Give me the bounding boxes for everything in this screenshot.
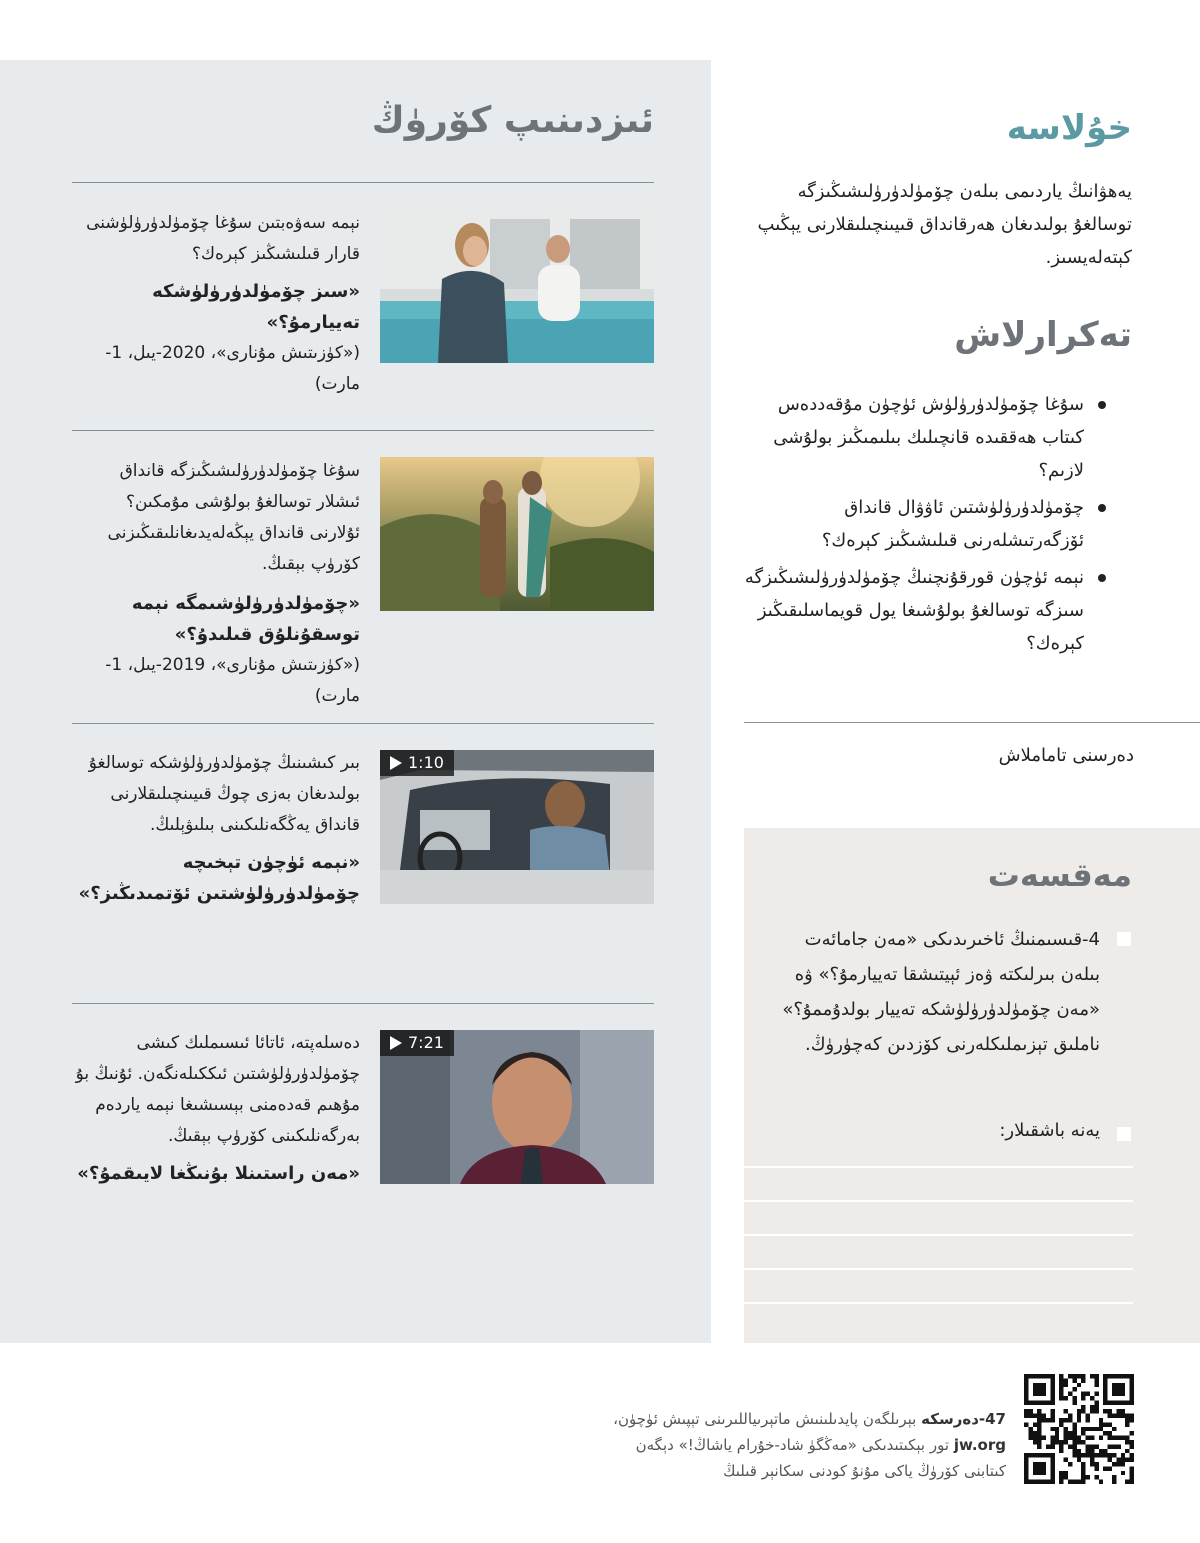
explore-item-4-link[interactable]: «مەن راستىنلا بۇنىڭغا لايىقمۇ؟» [77,1163,360,1184]
explore-item-2-source: («كۈزىتىش مۇنارى»، 2019-يىل، 1-مارت) [105,655,360,706]
explore-item-1-intro: نېمە سەۋەبتىن سۇغا چۆمۈلدۈرۈلۈشنى قارار قىلىشىڭىز كېرەك؟ [86,213,360,264]
bullet-icon [1098,401,1106,409]
goal-text: 4-قىسىمنىڭ ئاخىرىدىكى «مەن جامائەت بىلەن بىرلىكتە ۋەز ئېيتىشقا تەييارمۇ؟» ۋە «مەن چۆمۈلدۈرۈلۈشكە تەييار بولدۇممۇ؟» ناملىق تېزىملىكلەرنى كۆزدىن كەچۈرۈڭ. [782,929,1100,1055]
note-line[interactable] [744,1268,1133,1270]
note-line[interactable] [744,1234,1133,1236]
others-checkbox[interactable] [1117,1127,1131,1141]
divider [744,722,1200,723]
note-line[interactable] [744,1166,1133,1168]
review-list [744,388,1084,664]
bullet-icon [1098,574,1106,582]
goal-checkbox[interactable] [1117,932,1131,946]
footer-lesson: 47-دەرسكە [921,1410,1006,1428]
jesus-painting-illustration [380,457,654,611]
summary-text: يەھۋانىڭ ياردىمى بىلەن چۆمۈلدۈرۈلىشىڭىزگە توسالغۇ بولىدىغان ھەرقانداق قىيىنچىلىقلارنى يېڭىپ كېتەلەيسىز. [757,181,1132,268]
explore-item-1-source: («كۈزىتىش مۇنارى»، 2020-يىل، 1-مارت) [105,343,360,394]
explore-item-2-text [72,456,360,712]
baptism-pool-illustration [380,209,654,363]
divider [72,430,654,431]
goal-heading: مەقسەت [987,856,1132,894]
divider [72,723,654,724]
man-video-thumbnail[interactable] [380,1030,654,1184]
play-icon [390,1036,402,1050]
video-duration: 7:21 [408,1033,444,1052]
explore-item-4-intro: دەسلەپتە، ئاتائا ئىسىملىك كىشى چۆمۈلدۈرۈلۈشتىن ئىككىلەنگەن. ئۇنىڭ بۇ مۇھىم قەدەمنى بېسىشىغا نېمە ياردەم بەرگەنلىكىنى كۆرۈپ بېقىڭ. [75,1033,360,1146]
lesson-complete-label: دەرسنى تاماملاش [998,745,1134,766]
explore-title: ئىزدىنىپ كۆرۈڭ [371,100,654,141]
explore-item-2-intro: سۇغا چۆمۈلدۈرۈلىشىڭىزگە قانداق ئىشلار توسالغۇ بولۇشى مۇمكىن؟ ئۇلارنى قانداق يېڭەلەيدىغانلىقىڭىزنى كۆرۈپ بېقىڭ. [107,461,360,574]
qr-code-icon [1024,1374,1134,1484]
play-icon [390,756,402,770]
bullet-icon [1098,504,1106,512]
explore-item-3-text [72,748,360,909]
video-duration-badge [380,1030,454,1056]
review-item: نېمە ئۈچۈن قورقۇنچنىڭ چۆمۈلدۈرۈلىشىڭىزگە سىزگە توسالغۇ بولۇشىغا يول قويماسلىقىڭىز كېرەك؟ [744,561,1084,660]
review-heading: تەكرارلاش [954,315,1132,355]
jesus-baptism-painting[interactable] [380,457,654,611]
footer-text [560,1406,1006,1484]
footer-line-1: 47-دەرسكە بېرىلگەن پايدىلىنىش ماتېرىياللىرىنى تېپىش ئۈچۈن، [613,1410,1006,1428]
explore-item-1-link[interactable]: «سىز چۆمۈلدۈرۈلۈشكە تەييارمۇ؟» [152,281,360,333]
explore-item-3-intro: بىر كىشىنىڭ چۆمۈلدۈرۈلۈشكە توسالغۇ بولىدىغان بەزى چوڭ قىيىنچىلىقلارنى قانداق يەڭگەنلىكىنى بىلىۋېلىڭ. [88,753,360,835]
note-line[interactable] [744,1302,1133,1304]
explore-item-3-link[interactable]: «نېمە ئۈچۈن تېخىچە چۆمۈلدۈرۈلۈشتىن ئۆتمىدىڭىز؟» [78,852,360,904]
baptism-pool-image[interactable] [380,209,654,363]
others-label: يەنە باشقىلار: [999,1120,1100,1141]
video-duration-badge [380,750,454,776]
divider [72,1003,654,1004]
footer-line-3: كىتابنى كۆرۈڭ ياكى مۇنۇ كودنى سكانېر قىلىڭ [723,1462,1006,1480]
explore-item-2-link[interactable]: «چۆمۈلدۈرۈلۈشىمگە نېمە توسقۇنلۇق قىلىدۇ؟» [131,593,360,645]
explore-item-1-text [72,208,360,400]
explore-item-4-text [72,1028,360,1189]
footer-site-link[interactable]: jw.org [953,1436,1006,1454]
summary-heading: خۇلاسە [1006,108,1132,148]
goal-panel [744,828,1200,1343]
divider [72,182,654,183]
qr-code[interactable] [1024,1374,1134,1484]
video-duration: 1:10 [408,753,444,772]
footer-line-2: jw.org تور بېكىتىدىكى «مەڭگۈ شاد-خۇرام ياشاڭ!» دېگەن [635,1436,1006,1454]
note-line[interactable] [744,1200,1133,1202]
review-item: سۇغا چۆمۈلدۈرۈلۈش ئۈچۈن مۇقەددەس كىتاب ھەققىدە قانچىلىك بىلىمىڭىز بولۇشى لازىم؟ [744,388,1084,487]
car-video-thumbnail[interactable] [380,750,654,904]
review-item: چۆمۈلدۈرۈلۈشتىن ئاۋۋال قانداق ئۆزگەرتىشلەرنى قىلىشىڭىز كېرەك؟ [744,491,1084,557]
